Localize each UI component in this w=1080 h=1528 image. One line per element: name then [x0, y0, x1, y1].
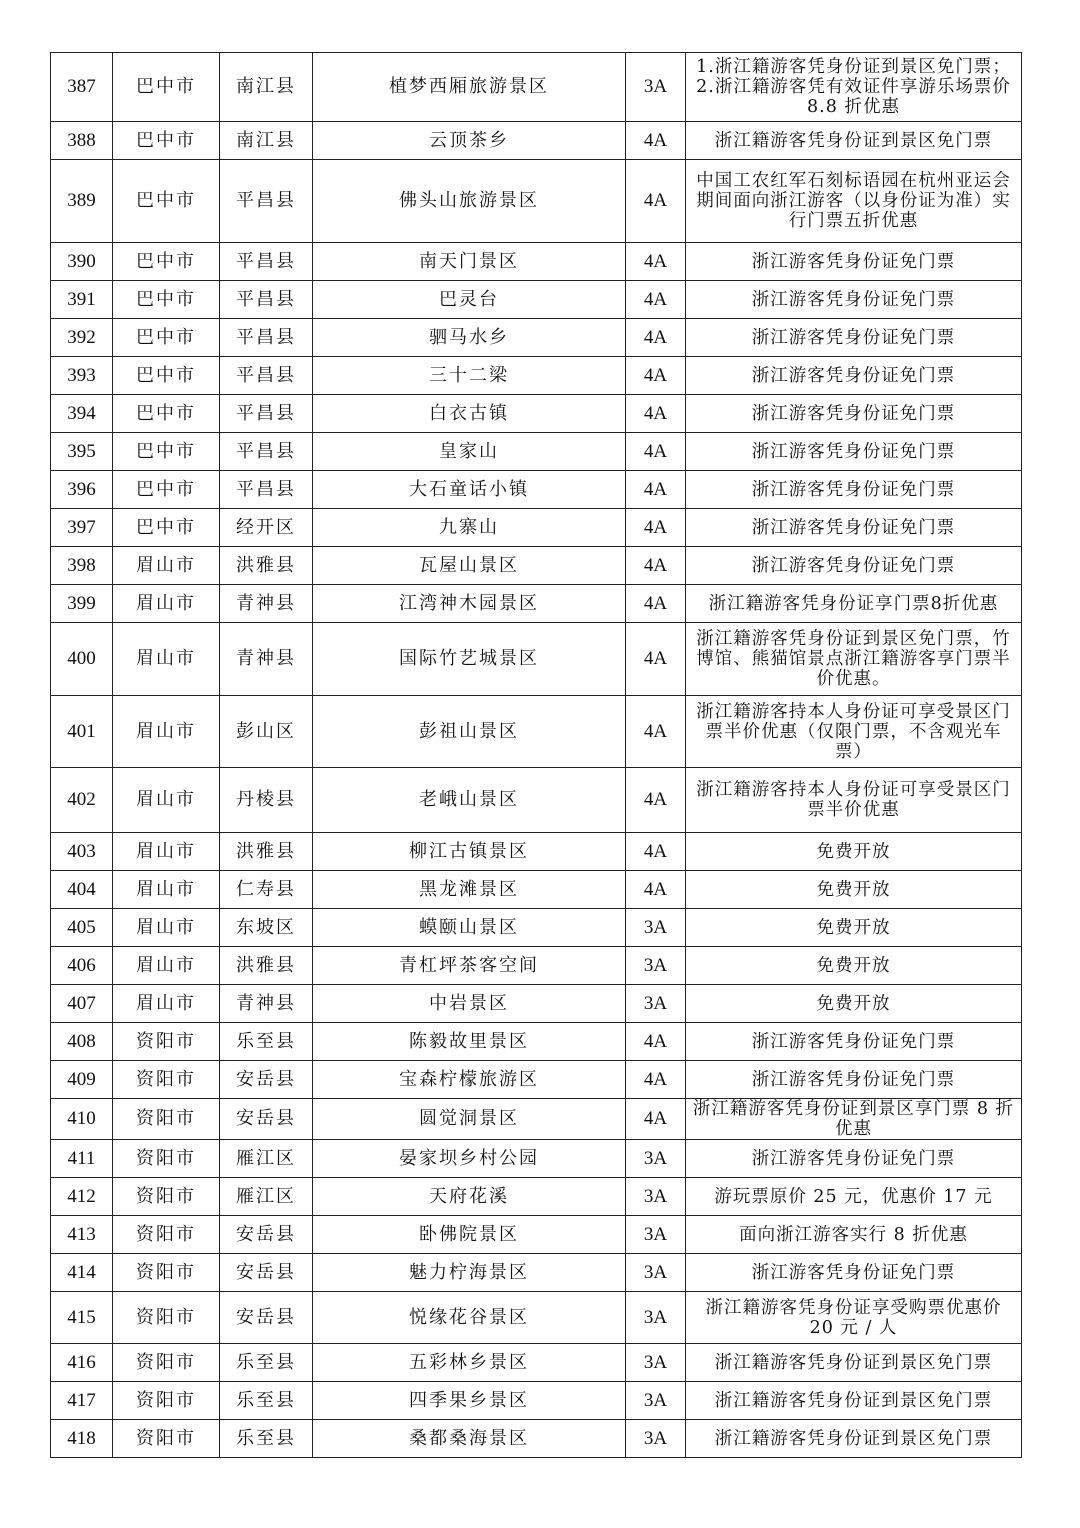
offer-cell: 浙江游客凭身份证免门票	[686, 319, 1022, 357]
offer-cell: 浙江游客凭身份证免门票	[686, 243, 1022, 281]
offer-cell: 免费开放	[686, 833, 1022, 871]
rating-level-cell: 3A	[626, 1382, 686, 1420]
scenic-name-cell: 晏家坝乡村公园	[313, 1140, 626, 1178]
row-number-cell: 387	[51, 53, 113, 122]
table-row	[51, 768, 1022, 833]
rating-level-cell: 3A	[626, 1140, 686, 1178]
scenic-name-cell: 九寨山	[313, 509, 626, 547]
city-cell: 资阳市	[113, 1140, 220, 1178]
rating-level-cell: 4A	[626, 509, 686, 547]
offer-cell: 1.浙江籍游客凭身份证到景区免门票；2.浙江籍游客凭有效证件享游乐场票价 8.8 折优惠	[686, 53, 1022, 122]
scenic-name-cell: 圆觉洞景区	[313, 1099, 626, 1140]
row-number-cell: 402	[51, 768, 113, 833]
rating-level-cell: 4A	[626, 471, 686, 509]
county-cell: 雁江区	[220, 1140, 313, 1178]
county-cell: 南江县	[220, 122, 313, 160]
rating-level-cell: 3A	[626, 1344, 686, 1382]
table-row	[51, 623, 1022, 696]
scenic-name-cell: 陈毅故里景区	[313, 1023, 626, 1061]
city-cell: 眉山市	[113, 947, 220, 985]
row-number-cell: 410	[51, 1099, 113, 1140]
rating-level-cell: 4A	[626, 1061, 686, 1099]
offer-cell: 浙江籍游客凭身份证到景区免门票	[686, 1382, 1022, 1420]
scenic-name-cell: 五彩林乡景区	[313, 1344, 626, 1382]
offer-cell: 免费开放	[686, 947, 1022, 985]
offer-cell: 浙江籍游客持本人身份证可享受景区门票半价优惠（仅限门票，不含观光车票）	[686, 696, 1022, 768]
offer-cell: 浙江籍游客凭身份证到景区免门票	[686, 1344, 1022, 1382]
table-row	[51, 547, 1022, 585]
rating-level-cell: 4A	[626, 1099, 686, 1140]
scenic-name-cell: 悦缘花谷景区	[313, 1292, 626, 1344]
row-number-cell: 395	[51, 433, 113, 471]
table-row	[51, 395, 1022, 433]
county-cell: 仁寿县	[220, 871, 313, 909]
row-number-cell: 406	[51, 947, 113, 985]
offer-cell: 浙江游客凭身份证免门票	[686, 395, 1022, 433]
table-row	[51, 585, 1022, 623]
county-cell: 南江县	[220, 53, 313, 122]
rating-level-cell: 3A	[626, 985, 686, 1023]
table-row	[51, 696, 1022, 768]
table-row	[51, 1216, 1022, 1254]
row-number-cell: 417	[51, 1382, 113, 1420]
scenic-name-cell: 四季果乡景区	[313, 1382, 626, 1420]
scenic-name-cell: 魅力柠海景区	[313, 1254, 626, 1292]
city-cell: 巴中市	[113, 53, 220, 122]
table-row	[51, 160, 1022, 243]
city-cell: 眉山市	[113, 696, 220, 768]
row-number-cell: 405	[51, 909, 113, 947]
scenic-name-cell: 南天门景区	[313, 243, 626, 281]
scenic-name-cell: 桑都桑海景区	[313, 1420, 626, 1458]
county-cell: 安岳县	[220, 1099, 313, 1140]
table-row	[51, 1292, 1022, 1344]
table-row	[51, 833, 1022, 871]
table-row	[51, 122, 1022, 160]
offer-cell: 浙江游客凭身份证免门票	[686, 1254, 1022, 1292]
scenic-name-cell: 江湾神木园景区	[313, 585, 626, 623]
county-cell: 青神县	[220, 623, 313, 696]
rating-level-cell: 3A	[626, 1292, 686, 1344]
row-number-cell: 404	[51, 871, 113, 909]
county-cell: 平昌县	[220, 471, 313, 509]
table-row	[51, 1254, 1022, 1292]
offer-cell: 游玩票原价 25 元，优惠价 17 元	[686, 1178, 1022, 1216]
city-cell: 巴中市	[113, 122, 220, 160]
city-cell: 巴中市	[113, 243, 220, 281]
row-number-cell: 401	[51, 696, 113, 768]
row-number-cell: 415	[51, 1292, 113, 1344]
row-number-cell: 408	[51, 1023, 113, 1061]
city-cell: 资阳市	[113, 1254, 220, 1292]
offer-cell: 浙江游客凭身份证免门票	[686, 357, 1022, 395]
table-row	[51, 471, 1022, 509]
table-row	[51, 1099, 1022, 1140]
offer-cell: 浙江籍游客持本人身份证可享受景区门票半价优惠	[686, 768, 1022, 833]
city-cell: 巴中市	[113, 160, 220, 243]
scenic-name-cell: 老峨山景区	[313, 768, 626, 833]
city-cell: 眉山市	[113, 768, 220, 833]
table-row	[51, 433, 1022, 471]
city-cell: 眉山市	[113, 833, 220, 871]
row-number-cell: 403	[51, 833, 113, 871]
rating-level-cell: 4A	[626, 833, 686, 871]
table-row	[51, 1344, 1022, 1382]
county-cell: 洪雅县	[220, 947, 313, 985]
city-cell: 巴中市	[113, 433, 220, 471]
row-number-cell: 416	[51, 1344, 113, 1382]
offer-cell: 浙江游客凭身份证免门票	[686, 281, 1022, 319]
city-cell: 资阳市	[113, 1023, 220, 1061]
scenic-name-cell: 佛头山旅游景区	[313, 160, 626, 243]
table-row	[51, 53, 1022, 122]
row-number-cell: 407	[51, 985, 113, 1023]
row-number-cell: 412	[51, 1178, 113, 1216]
offer-cell: 浙江籍游客凭身份证到景区免门票	[686, 1420, 1022, 1458]
county-cell: 雁江区	[220, 1178, 313, 1216]
table-row	[51, 1382, 1022, 1420]
table-row	[51, 1178, 1022, 1216]
county-cell: 平昌县	[220, 357, 313, 395]
county-cell: 安岳县	[220, 1216, 313, 1254]
rating-level-cell: 4A	[626, 768, 686, 833]
table-row	[51, 1061, 1022, 1099]
scenic-name-cell: 天府花溪	[313, 1178, 626, 1216]
rating-level-cell: 4A	[626, 547, 686, 585]
city-cell: 巴中市	[113, 357, 220, 395]
county-cell: 平昌县	[220, 160, 313, 243]
offer-cell: 浙江籍游客凭身份证到景区免门票	[686, 122, 1022, 160]
county-cell: 青神县	[220, 985, 313, 1023]
city-cell: 资阳市	[113, 1382, 220, 1420]
scenic-name-cell: 皇家山	[313, 433, 626, 471]
scenic-name-cell: 蟆颐山景区	[313, 909, 626, 947]
offer-cell: 浙江游客凭身份证免门票	[686, 1140, 1022, 1178]
offer-cell: 浙江籍游客凭身份证享门票8折优惠	[686, 585, 1022, 623]
city-cell: 巴中市	[113, 471, 220, 509]
table-row	[51, 281, 1022, 319]
city-cell: 巴中市	[113, 319, 220, 357]
scenic-area-table	[50, 52, 1022, 1458]
table-row	[51, 985, 1022, 1023]
table-body	[51, 53, 1022, 1458]
table-row	[51, 509, 1022, 547]
county-cell: 丹棱县	[220, 768, 313, 833]
scenic-name-cell: 植梦西厢旅游景区	[313, 53, 626, 122]
table-row	[51, 1023, 1022, 1061]
offer-cell: 中国工农红军石刻标语园在杭州亚运会期间面向浙江游客（以身份证为准）实行门票五折优惠	[686, 160, 1022, 243]
city-cell: 资阳市	[113, 1061, 220, 1099]
scenic-name-cell: 国际竹艺城景区	[313, 623, 626, 696]
offer-cell: 浙江籍游客凭身份证到景区免门票，竹博馆、熊猫馆景点浙江籍游客享门票半价优惠。	[686, 623, 1022, 696]
row-number-cell: 400	[51, 623, 113, 696]
scenic-name-cell: 青杠坪茶客空间	[313, 947, 626, 985]
county-cell: 经开区	[220, 509, 313, 547]
county-cell: 平昌县	[220, 319, 313, 357]
rating-level-cell: 3A	[626, 947, 686, 985]
table-row	[51, 1140, 1022, 1178]
city-cell: 眉山市	[113, 623, 220, 696]
offer-cell: 浙江籍游客凭身份证到景区享门票 8 折优惠	[686, 1099, 1022, 1140]
city-cell: 资阳市	[113, 1178, 220, 1216]
rating-level-cell: 4A	[626, 357, 686, 395]
offer-cell: 免费开放	[686, 985, 1022, 1023]
county-cell: 安岳县	[220, 1061, 313, 1099]
offer-cell: 浙江游客凭身份证免门票	[686, 1061, 1022, 1099]
city-cell: 眉山市	[113, 871, 220, 909]
offer-cell: 浙江游客凭身份证免门票	[686, 1023, 1022, 1061]
scenic-name-cell: 卧佛院景区	[313, 1216, 626, 1254]
row-number-cell: 398	[51, 547, 113, 585]
rating-level-cell: 4A	[626, 871, 686, 909]
city-cell: 巴中市	[113, 281, 220, 319]
county-cell: 洪雅县	[220, 833, 313, 871]
rating-level-cell: 3A	[626, 1216, 686, 1254]
row-number-cell: 390	[51, 243, 113, 281]
county-cell: 平昌县	[220, 395, 313, 433]
offer-cell: 浙江籍游客凭身份证享受购票优惠价 20 元 / 人	[686, 1292, 1022, 1344]
scenic-name-cell: 大石童话小镇	[313, 471, 626, 509]
scenic-name-cell: 三十二梁	[313, 357, 626, 395]
county-cell: 洪雅县	[220, 547, 313, 585]
row-number-cell: 389	[51, 160, 113, 243]
rating-level-cell: 3A	[626, 1420, 686, 1458]
scenic-name-cell: 彭祖山景区	[313, 696, 626, 768]
scenic-name-cell: 巴灵台	[313, 281, 626, 319]
rating-level-cell: 3A	[626, 909, 686, 947]
offer-cell: 浙江游客凭身份证免门票	[686, 471, 1022, 509]
county-cell: 平昌县	[220, 243, 313, 281]
row-number-cell: 413	[51, 1216, 113, 1254]
offer-cell: 免费开放	[686, 909, 1022, 947]
city-cell: 资阳市	[113, 1216, 220, 1254]
county-cell: 乐至县	[220, 1382, 313, 1420]
rating-level-cell: 3A	[626, 1254, 686, 1292]
rating-level-cell: 4A	[626, 1023, 686, 1061]
table-row	[51, 319, 1022, 357]
offer-cell: 浙江游客凭身份证免门票	[686, 509, 1022, 547]
row-number-cell: 411	[51, 1140, 113, 1178]
city-cell: 眉山市	[113, 909, 220, 947]
city-cell: 眉山市	[113, 585, 220, 623]
county-cell: 平昌县	[220, 281, 313, 319]
scenic-name-cell: 柳江古镇景区	[313, 833, 626, 871]
scenic-name-cell: 白衣古镇	[313, 395, 626, 433]
offer-cell: 面向浙江游客实行 8 折优惠	[686, 1216, 1022, 1254]
city-cell: 眉山市	[113, 985, 220, 1023]
table-row	[51, 1420, 1022, 1458]
county-cell: 乐至县	[220, 1023, 313, 1061]
table-row	[51, 357, 1022, 395]
rating-level-cell: 3A	[626, 53, 686, 122]
rating-level-cell: 4A	[626, 395, 686, 433]
city-cell: 巴中市	[113, 509, 220, 547]
county-cell: 安岳县	[220, 1292, 313, 1344]
row-number-cell: 414	[51, 1254, 113, 1292]
row-number-cell: 409	[51, 1061, 113, 1099]
table-row	[51, 909, 1022, 947]
county-cell: 乐至县	[220, 1344, 313, 1382]
scenic-name-cell: 云顶茶乡	[313, 122, 626, 160]
rating-level-cell: 4A	[626, 160, 686, 243]
city-cell: 资阳市	[113, 1292, 220, 1344]
county-cell: 安岳县	[220, 1254, 313, 1292]
offer-cell: 浙江游客凭身份证免门票	[686, 547, 1022, 585]
offer-cell: 免费开放	[686, 871, 1022, 909]
rating-level-cell: 4A	[626, 696, 686, 768]
county-cell: 乐至县	[220, 1420, 313, 1458]
row-number-cell: 399	[51, 585, 113, 623]
scenic-name-cell: 黑龙滩景区	[313, 871, 626, 909]
city-cell: 眉山市	[113, 547, 220, 585]
rating-level-cell: 4A	[626, 623, 686, 696]
city-cell: 资阳市	[113, 1344, 220, 1382]
city-cell: 资阳市	[113, 1099, 220, 1140]
rating-level-cell: 4A	[626, 319, 686, 357]
offer-cell: 浙江游客凭身份证免门票	[686, 433, 1022, 471]
county-cell: 东坡区	[220, 909, 313, 947]
rating-level-cell: 4A	[626, 433, 686, 471]
county-cell: 平昌县	[220, 433, 313, 471]
rating-level-cell: 4A	[626, 585, 686, 623]
row-number-cell: 393	[51, 357, 113, 395]
row-number-cell: 391	[51, 281, 113, 319]
row-number-cell: 418	[51, 1420, 113, 1458]
row-number-cell: 397	[51, 509, 113, 547]
row-number-cell: 392	[51, 319, 113, 357]
table-row	[51, 871, 1022, 909]
county-cell: 彭山区	[220, 696, 313, 768]
scenic-name-cell: 宝森柠檬旅游区	[313, 1061, 626, 1099]
table-row	[51, 243, 1022, 281]
rating-level-cell: 3A	[626, 1178, 686, 1216]
rating-level-cell: 4A	[626, 122, 686, 160]
city-cell: 巴中市	[113, 395, 220, 433]
row-number-cell: 396	[51, 471, 113, 509]
row-number-cell: 388	[51, 122, 113, 160]
scenic-name-cell: 瓦屋山景区	[313, 547, 626, 585]
scenic-name-cell: 驷马水乡	[313, 319, 626, 357]
table-row	[51, 947, 1022, 985]
rating-level-cell: 4A	[626, 243, 686, 281]
city-cell: 资阳市	[113, 1420, 220, 1458]
county-cell: 青神县	[220, 585, 313, 623]
rating-level-cell: 4A	[626, 281, 686, 319]
row-number-cell: 394	[51, 395, 113, 433]
scenic-name-cell: 中岩景区	[313, 985, 626, 1023]
